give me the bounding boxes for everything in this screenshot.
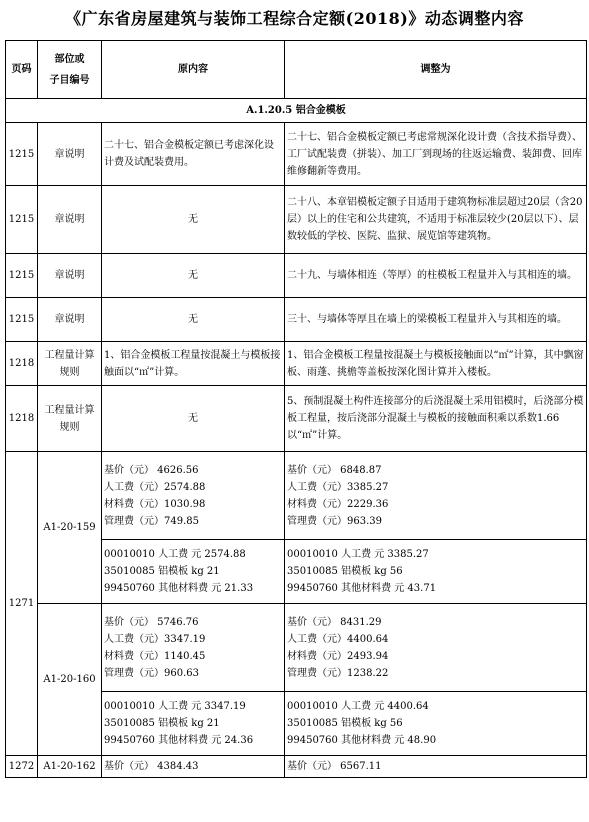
adjusted-cell: 5、预制混凝土构件连接部分的后浇混凝土采用铝模时，后浇部分模板工程量，按后浇部分混凝土与模板的接触面积乘以系数1.66以“㎡”计算。 [285,386,587,452]
table-header-row [6,41,587,99]
original-cell: 1、铝合金模板工程量按混凝土与模板接触面以“㎡”计算。 [102,342,285,386]
cost-line: 基价（元） 6848.87 [287,464,382,476]
page-cell: 1218 [6,342,38,386]
adjusted-resources-cell [285,540,587,604]
cost-line: 材料费（元）1030.98 [104,498,206,510]
cost-line: 人工费（元）4400.64 [287,633,389,645]
resource-line: 35010085 铝模板 kg 56 [287,718,403,729]
page-cell: 1215 [6,186,38,254]
cost-line: 基价（元） 8431.29 [287,616,382,628]
resource-line: 00010010 人工费 元 3347.19 [104,701,246,712]
table-row [6,604,587,692]
adjusted-costs-cell [285,452,587,540]
cost-line: 基价（元） 5746.76 [104,616,199,628]
adjusted-cell: 基价（元） 6567.11 [285,756,587,778]
table-row [6,298,587,342]
header-item-line2: 子目编号 [49,74,90,86]
cost-line: 管理费（元）749.85 [104,515,199,527]
resource-line: 00010010 人工费 元 2574.88 [104,549,246,560]
table-row [6,123,587,186]
item-cell: 章说明 [38,123,102,186]
original-cell: 二十七、铝合金模板定额已考虑深化设计费及试配装费用。 [102,123,285,186]
page-cell: 1271 [6,452,38,756]
table-row [6,254,587,298]
adjusted-costs-cell [285,604,587,692]
item-cell: 章说明 [38,186,102,254]
resource-line: 35010085 铝模板 kg 56 [287,566,403,577]
header-adjusted: 调整为 [285,41,587,99]
cost-line: 管理费（元）1238.22 [287,667,389,679]
item-cell: 工程量计算规则 [38,342,102,386]
item-cell: 章说明 [38,298,102,342]
table-row [6,452,587,540]
adjusted-cell: 二十九、与墙体相连（等厚）的柱模板工程量并入与其相连的墙。 [285,254,587,298]
item-code-cell: A1-20-160 [38,604,102,756]
resource-line: 99450760 其他材料费 元 48.90 [287,735,437,746]
item-cell: 工程量计算规则 [38,386,102,452]
adjusted-resources-cell [285,692,587,756]
original-costs-cell [102,604,285,692]
cost-line: 人工费（元）3385.27 [287,481,389,493]
adjusted-cell: 二十七、铝合金模板定额已考虑常规深化设计费（含技术指导费）、工厂试配装费（拼装）、加工厂到现场的往返运输费、装卸费、回库维修翻新等费用。 [285,123,587,186]
cost-line: 材料费（元）2493.94 [287,650,389,662]
table-row [6,342,587,386]
header-item-line1: 部位或 [54,53,85,65]
original-cell: 无 [102,298,285,342]
original-cell: 无 [102,386,285,452]
header-page: 页码 [6,41,38,99]
cost-line: 基价（元） 4626.56 [104,464,199,476]
original-cell: 无 [102,186,285,254]
resource-line: 99450760 其他材料费 元 21.33 [104,583,254,594]
resource-line: 35010085 铝模板 kg 21 [104,566,220,577]
page-cell: 1272 [6,756,38,778]
resource-line: 99450760 其他材料费 元 43.71 [287,583,437,594]
adjustment-table [5,40,587,778]
item-code-cell: A1-20-162 [38,756,102,778]
cost-line: 人工费（元）2574.88 [104,481,206,493]
page-cell: 1218 [6,386,38,452]
cost-line: 材料费（元）1140.45 [104,650,206,662]
original-cell: 无 [102,254,285,298]
cost-line: 管理费（元）963.39 [287,515,382,527]
item-cell: 章说明 [38,254,102,298]
page-cell: 1215 [6,298,38,342]
header-original: 原内容 [102,41,285,99]
page-cell: 1215 [6,254,38,298]
original-resources-cell [102,692,285,756]
cost-line: 管理费（元）960.63 [104,667,199,679]
section-title: A.1.20.5 铝合金模板 [6,99,587,123]
resource-line: 00010010 人工费 元 4400.64 [287,701,429,712]
original-resources-cell [102,540,285,604]
header-item [38,41,102,99]
cost-line: 材料费（元）2229.36 [287,498,389,510]
adjusted-cell: 1、铝合金模板工程量按混凝土与模板接触面以“㎡”计算，其中飘窗板、雨蓬、挑檐等盖板按深化图计算并入楼板。 [285,342,587,386]
resource-line: 00010010 人工费 元 3385.27 [287,549,429,560]
original-costs-cell [102,452,285,540]
adjusted-cell: 三十、与墙体等厚且在墙上的梁模板工程量并入与其相连的墙。 [285,298,587,342]
table-row [6,386,587,452]
page-cell: 1215 [6,123,38,186]
resource-line: 99450760 其他材料费 元 24.36 [104,735,254,746]
item-code-cell: A1-20-159 [38,452,102,604]
cost-line: 人工费（元）3347.19 [104,633,206,645]
document-title: 《广东省房屋建筑与装饰工程综合定额(2018)》动态调整内容 [65,9,524,28]
resource-line: 35010085 铝模板 kg 21 [104,718,220,729]
original-cell: 基价（元） 4384.43 [102,756,285,778]
adjusted-cell: 二十八、本章铝模板定额子目适用于建筑物标准层超过20层（含20层）以上的住宅和公共建筑，不适用于标准层较少(20层以下）、层数较低的学校、医院、监狱、展览馆等建筑物。 [285,186,587,254]
table-row [6,756,587,778]
section-row [6,99,587,123]
table-row [6,186,587,254]
